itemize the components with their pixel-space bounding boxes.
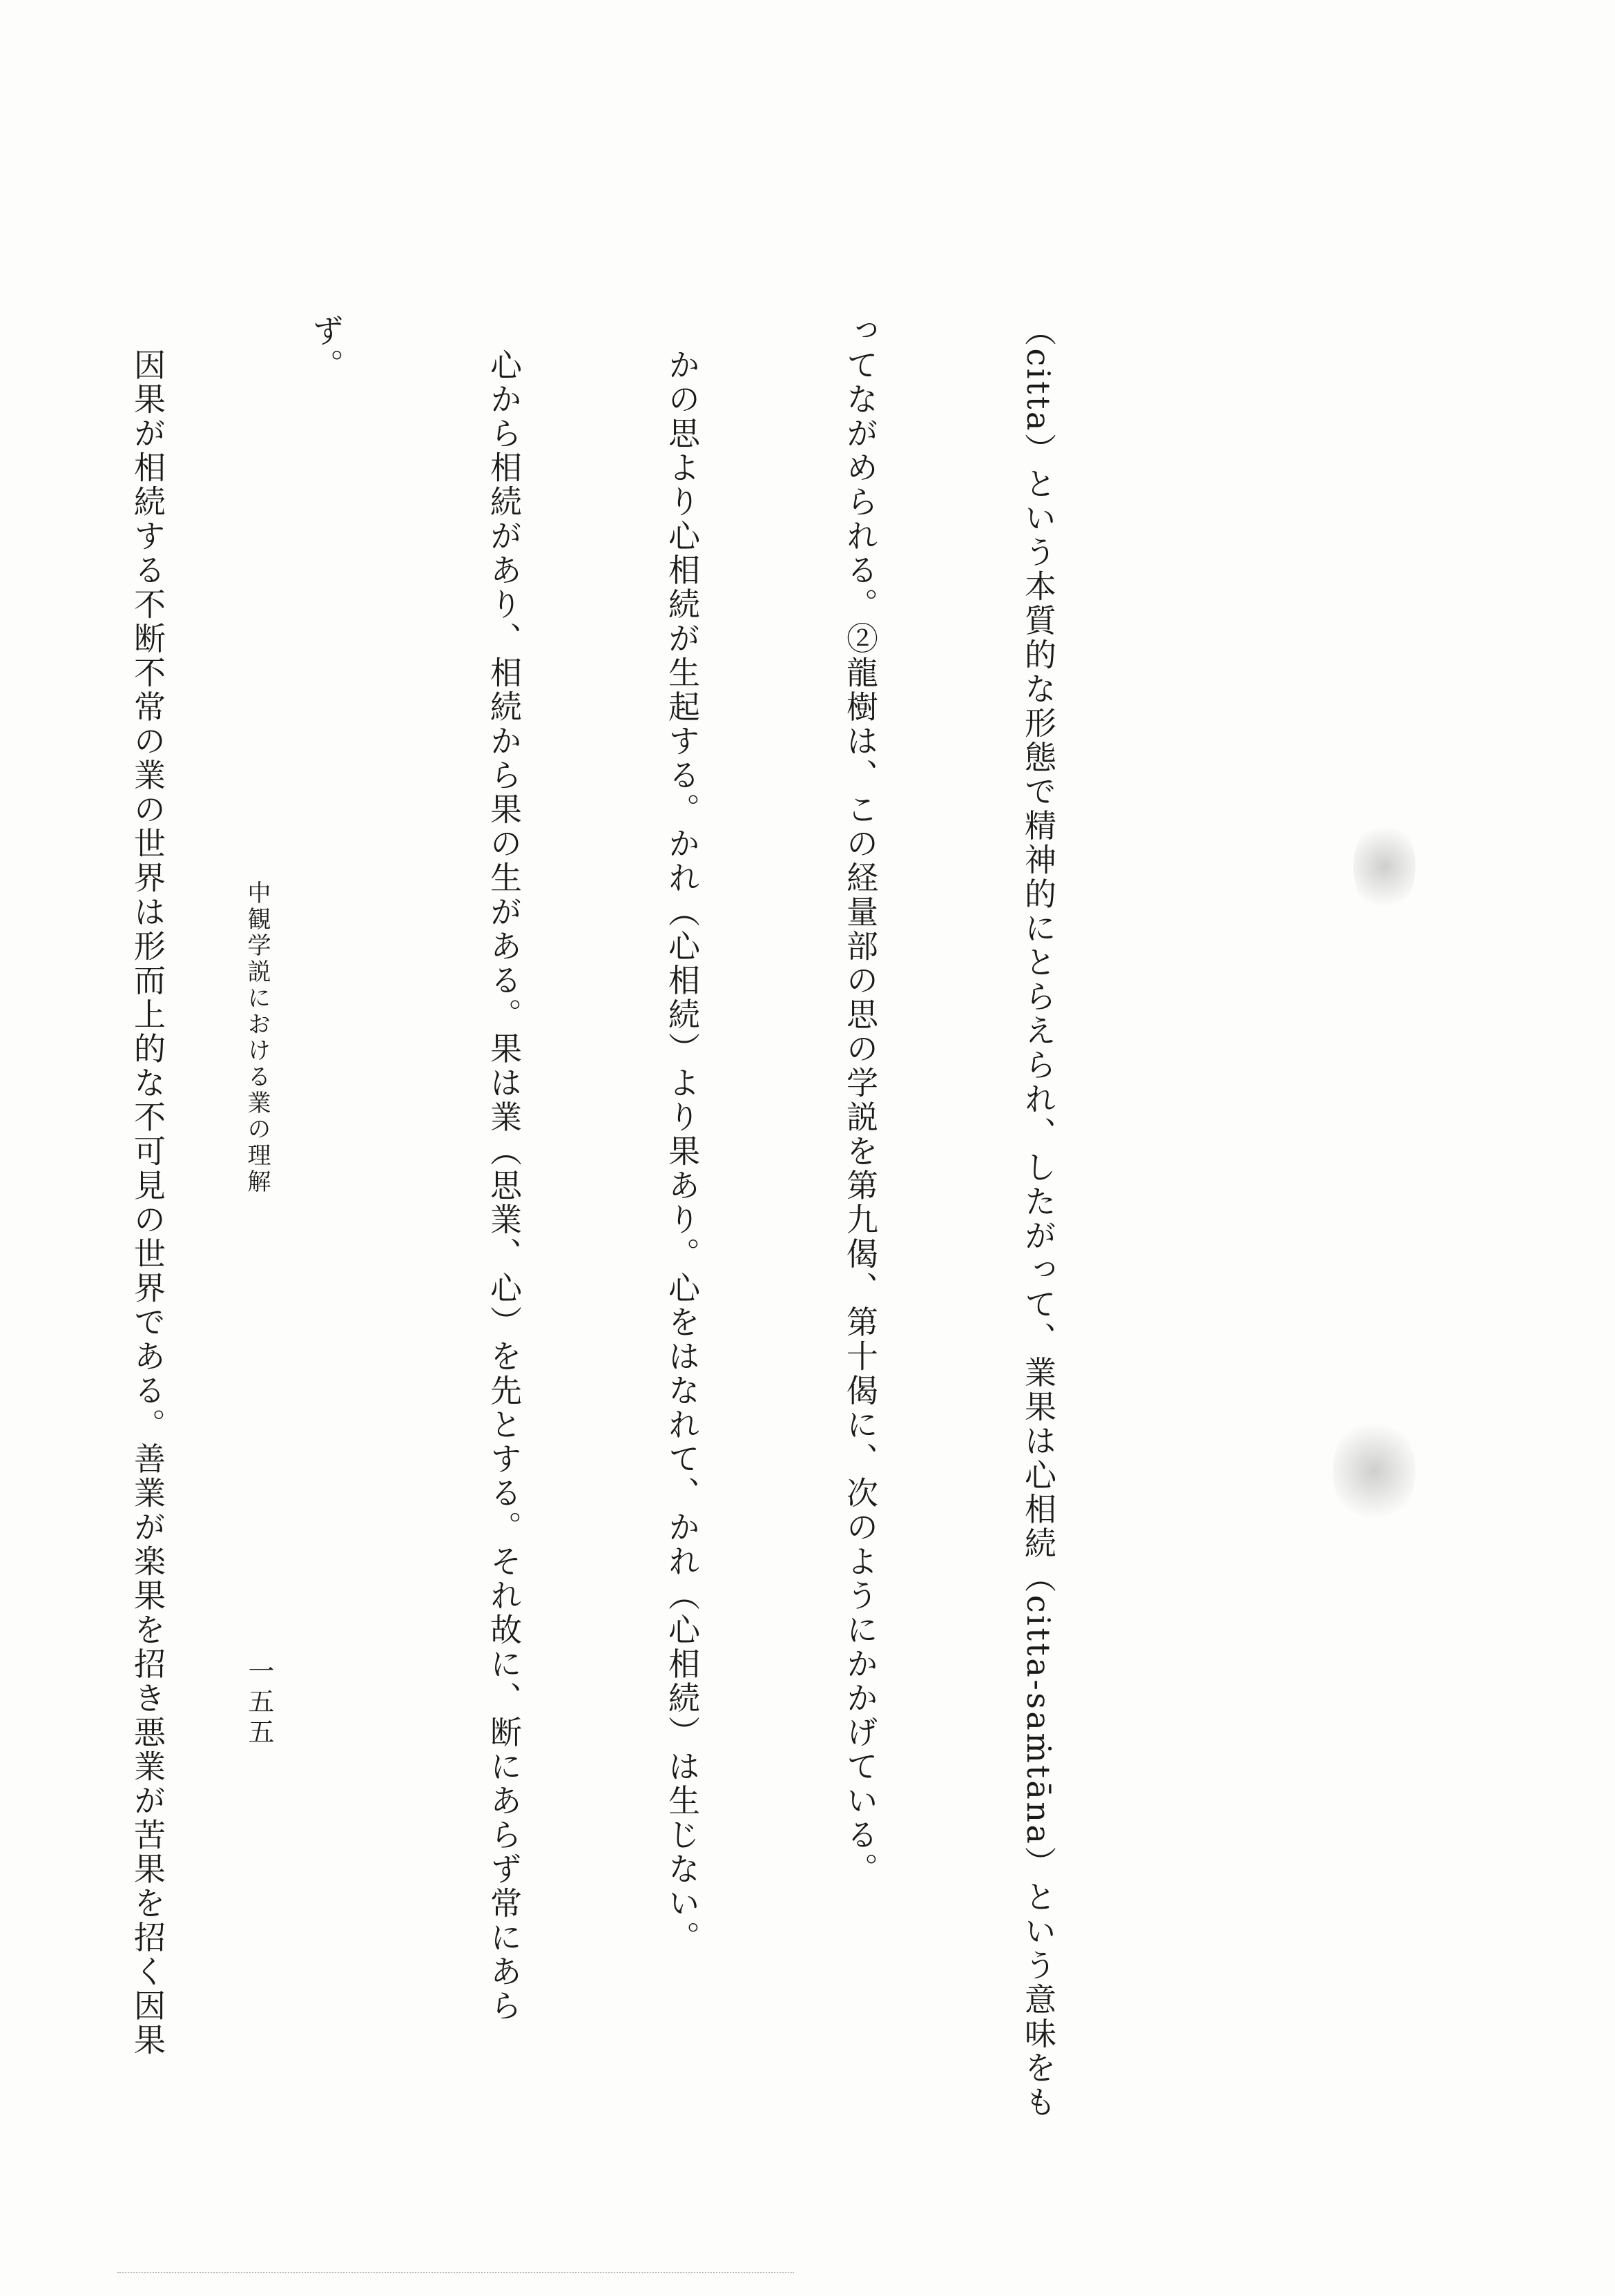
quote-line: 心から相続があり、相続から果の生がある。果は業（思業、心）を先とする。それ故に、断にあらず常にあら [485, 314, 523, 2023]
scan-edge-rule [117, 2272, 794, 2273]
scan-smudge [1353, 818, 1415, 915]
text-line-content: ってながめられる。②龍樹は、この経量部の思の学説を第九偈、第十偈に、次のようにかかげている。 [842, 314, 879, 1887]
quote-line: かの思より心相続が生起する。かれ（心相続）より果あり。心をはなれて、かれ（心相続）は生じない。 [664, 314, 701, 1955]
text-line: ず。 [307, 314, 345, 383]
text-line [831, 314, 890, 1999]
scan-smudge [1333, 1416, 1415, 1526]
page-number: 一五五 [244, 1657, 274, 1748]
text-line: 因果が相続する不断不常の業の世界は形而上的な不可見の世界である。善業が楽果を招き悪業が苦果を招く因果 [129, 314, 166, 2058]
text-line: （citta）という本質的な形態で精神的にとらえられ、したがって、業果は心相続（citta-saṁtāna）という意味をも [1020, 314, 1057, 2120]
running-head: 中観学説における業の理解 [243, 880, 271, 1195]
main-text-block [0, 314, 1187, 2120]
